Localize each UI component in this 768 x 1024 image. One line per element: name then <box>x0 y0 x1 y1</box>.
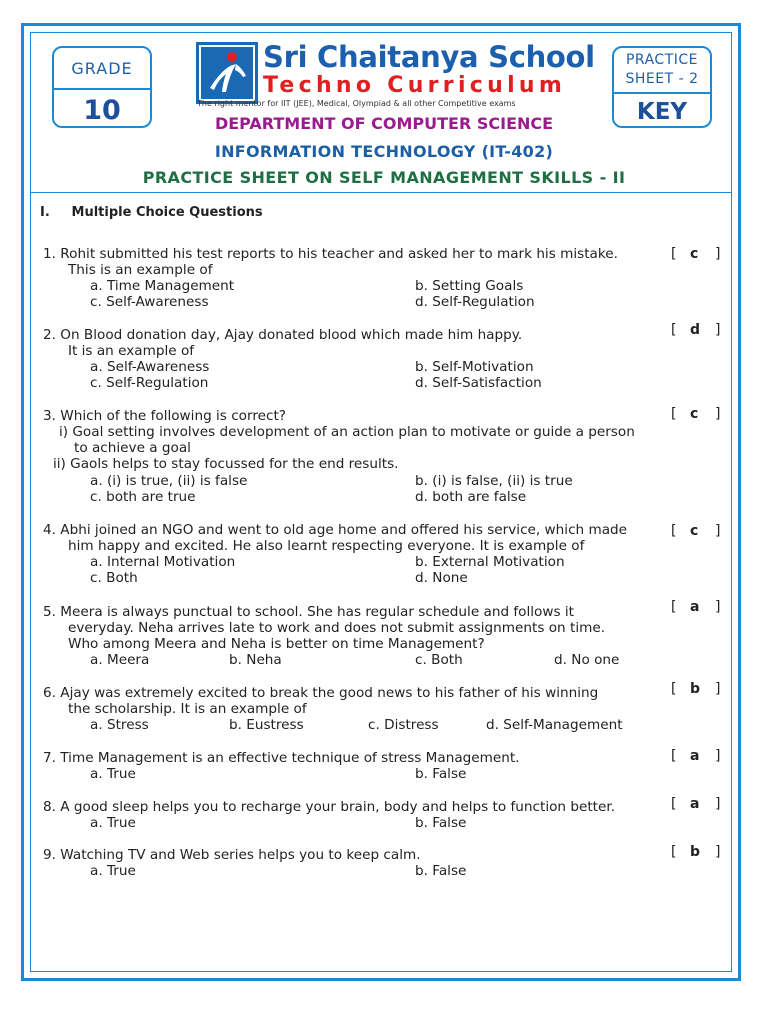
question-text: 5. Meera is always punctual to school. She has regular schedule and follows it <box>43 604 574 620</box>
question-text: Who among Meera and Neha is better on time Management? <box>68 636 485 652</box>
question-text: 8. A good sleep helps you to recharge your brain, body and helps to function better. <box>43 799 616 815</box>
option-b: b. Neha <box>229 652 282 668</box>
option-a: a. (i) is true, (ii) is false <box>90 473 248 489</box>
option-d: d. Self-Satisfaction <box>415 375 542 391</box>
answer-value: c <box>690 406 699 422</box>
statement-ii: ii) Gaols helps to stay focussed for the end results. <box>53 456 399 472</box>
grade-value: 10 <box>83 94 121 126</box>
option-b: b. False <box>415 863 467 879</box>
option-a: a. Internal Motivation <box>90 554 236 570</box>
answer-value: c <box>690 523 699 539</box>
question-text: everyday. Neha arrives late to work and does not submit assignments on time. <box>68 620 606 636</box>
answer-value: a <box>690 796 700 812</box>
option-b: b. External Motivation <box>415 554 565 570</box>
section-number: I. <box>40 205 50 220</box>
option-b: b. False <box>415 766 467 782</box>
header-divider <box>31 192 731 193</box>
option-a: a. True <box>90 815 136 831</box>
question-text: him happy and excited. He also learnt respecting everyone. It is example of <box>68 538 585 554</box>
option-a: a. Self-Awareness <box>90 359 210 375</box>
practice-sheet-label <box>614 48 710 94</box>
question-text: 1. Rohit submitted his test reports to his teacher and asked her to mark his mistake. <box>43 246 618 262</box>
runner-logo-icon <box>196 42 258 104</box>
answer-value: b <box>690 681 701 697</box>
option-b: b. Self-Motivation <box>415 359 534 375</box>
option-a: a. Meera <box>90 652 150 668</box>
curriculum-name: Techno Curriculum <box>263 73 567 98</box>
question-text: 2. On Blood donation day, Ajay donated blood which made him happy. <box>43 327 523 343</box>
question-text: 3. Which of the following is correct? <box>43 408 287 424</box>
option-d: d. both are false <box>415 489 527 505</box>
section-title: Multiple Choice Questions <box>71 205 263 220</box>
answer-value: d <box>690 322 701 338</box>
subject-heading: INFORMATION TECHNOLOGY (IT-402) <box>214 142 554 161</box>
question-text: 7. Time Management is an effective technique of stress Management. <box>43 750 520 766</box>
department-heading: DEPARTMENT OF COMPUTER SCIENCE <box>214 114 554 133</box>
option-c: c. Distress <box>368 717 439 733</box>
school-logo <box>196 42 258 104</box>
question-text: This is an example of <box>68 262 213 278</box>
answer-value: b <box>690 844 701 860</box>
option-c: c. Both <box>90 570 138 586</box>
answer-value: a <box>690 748 700 764</box>
practice-line-2: SHEET - 2 <box>625 71 699 87</box>
option-a: a. Stress <box>90 717 149 733</box>
question-text: 9. Watching TV and Web series helps you to keep calm. <box>43 847 421 863</box>
option-b: b. Setting Goals <box>415 278 524 294</box>
sheet-title: PRACTICE SHEET ON SELF MANAGEMENT SKILLS - II <box>142 168 626 187</box>
practice-line-1: PRACTICE <box>625 52 698 68</box>
question-text: It is an example of <box>68 343 195 359</box>
option-d: d. Self-Regulation <box>415 294 535 310</box>
option-c: c. Self-Awareness <box>90 294 209 310</box>
option-d: d. Self-Management <box>486 717 623 733</box>
answer-value: a <box>690 599 700 615</box>
option-d: d. No one <box>554 652 620 668</box>
option-b: b. (i) is false, (ii) is true <box>415 473 573 489</box>
option-d: d. None <box>415 570 468 586</box>
option-c: c. Both <box>415 652 463 668</box>
option-b: b. Eustress <box>229 717 304 733</box>
option-c: c. both are true <box>90 489 196 505</box>
school-name: Sri Chaitanya School <box>263 40 595 74</box>
option-c: c. Self-Regulation <box>90 375 209 391</box>
question-text: the scholarship. It is an example of <box>68 701 307 717</box>
option-a: a. True <box>90 766 136 782</box>
option-a: a. True <box>90 863 136 879</box>
answer-value: c <box>690 246 699 262</box>
key-label: KEY <box>636 99 688 125</box>
question-text: 6. Ajay was extremely excited to break the good news to his father of his winning <box>43 685 599 701</box>
section-heading <box>40 205 263 220</box>
tagline: The right mentor for IIT (JEE), Medical, Olympiad & all other Competitive exams <box>197 99 516 108</box>
question-text: 4. Abhi joined an NGO and went to old age home and offered his service, which made <box>43 522 628 538</box>
statement-i-cont: to achieve a goal <box>74 440 191 456</box>
statement-i: i) Goal setting involves development of an action plan to motivate or guide a person <box>59 424 635 440</box>
grade-label: GRADE <box>54 48 150 90</box>
option-a: a. Time Management <box>90 278 235 294</box>
option-b: b. False <box>415 815 467 831</box>
